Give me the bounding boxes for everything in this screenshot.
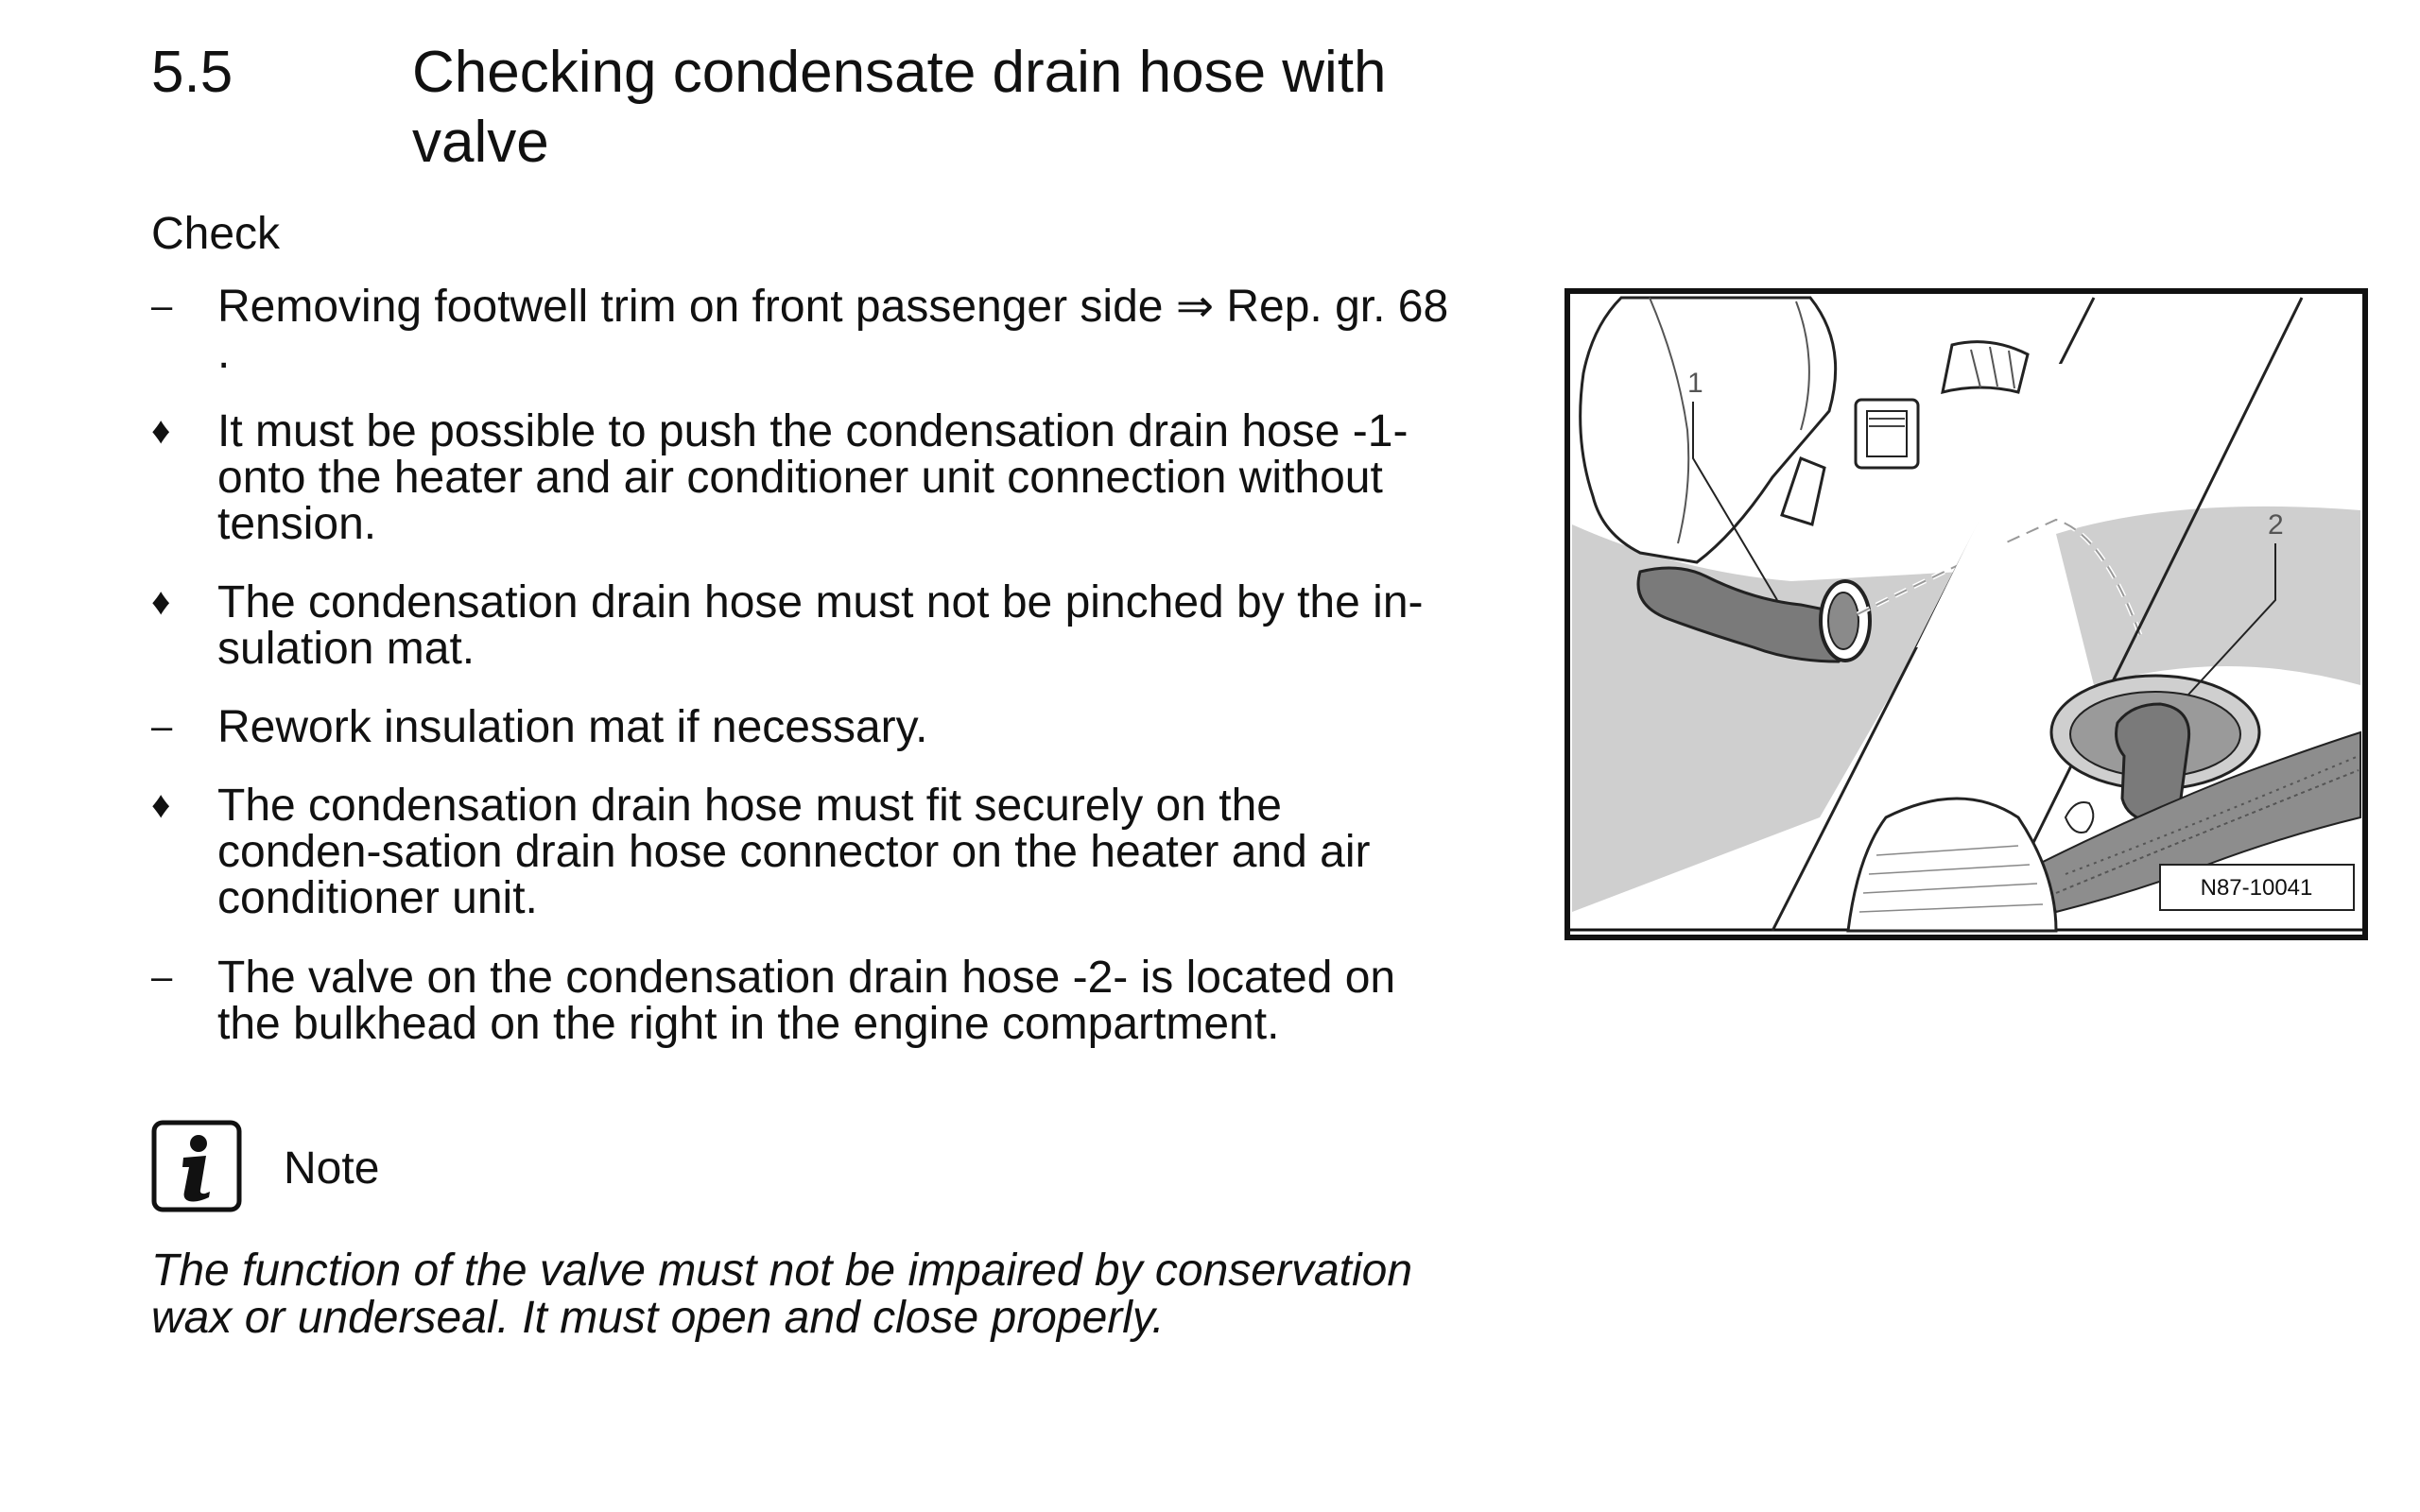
subheading-check: Check [151,209,281,259]
section-title: Checking condensate drain hose with valve [412,40,1387,175]
dash-marker-icon: – [151,956,173,998]
step-text: The condensation drain hose must fit securely on the conden-sation drain hose connector on the heater and air conditioner unit. [217,781,1371,923]
dash-marker-icon: – [151,706,173,747]
section-number: 5.5 [151,40,233,105]
note-text: The function of the valve must not be impaired by conservation wax or underseal. It must open and close properly. [151,1246,1413,1343]
step-text: Removing footwell trim on front passenger side ⇒ Rep. gr. 68 . [217,282,1449,378]
diamond-bullet-icon: ♦ [151,581,171,623]
step-text: The condensation drain hose must not be pinched by the in-sulation mat. [217,577,1424,674]
step-text: It must be possible to push the condensation drain hose -1- onto the heater and air conditioner unit connection without tension. [217,406,1409,549]
diamond-bullet-icon: ♦ [151,410,171,452]
svg-text:1: 1 [1687,368,1703,399]
condensate-drain-illustration [1564,288,2368,940]
info-icon [151,1120,242,1212]
svg-text:2: 2 [2268,509,2284,541]
figure-reference-label: N87-10041 [2200,875,2313,901]
dash-marker-icon: – [151,285,173,327]
step-text: Rework insulation mat if necessary. [217,702,928,752]
note-label: Note [284,1143,380,1194]
step-text: The valve on the condensation drain hose -2- is located on the bulkhead on the right in the engine compartment. [217,953,1396,1049]
diamond-bullet-icon: ♦ [151,784,171,826]
